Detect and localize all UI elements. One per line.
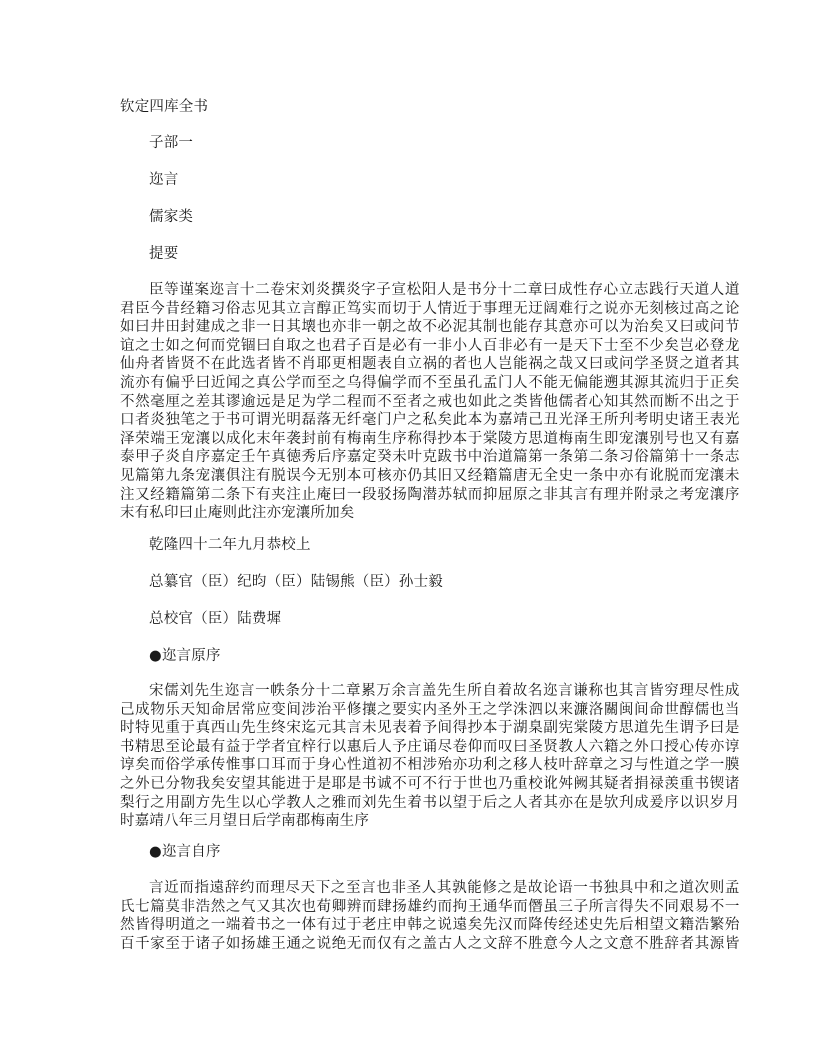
- text-line: 仙舟者皆贤不在此选者皆不肖耶更相题表自立祸的者也人岂能祸之哉又曰或问学圣贤之道者其: [120, 356, 740, 373]
- text-line: 见篇第九条宠瀼俱注有脱误今无别本可核亦仍其旧又经籍篇唐无全史一条中亦有讹脱而宠瀼未: [120, 467, 740, 484]
- author-preface-paragraph: [120, 879, 740, 953]
- category-label: 儒家类: [149, 209, 194, 225]
- text-line: 然皆得明道之一端着书之一体有过于老庄申韩之说遠矣先汉而降传经述史先后相望文籍浩繁殆: [120, 917, 740, 934]
- text-line: 末有私印曰止庵则此注亦宠瀼所加矣: [120, 505, 355, 522]
- author-preface-heading: ●迩言自序: [149, 844, 221, 860]
- text-line: 口者炎独笔之于书可谓光明磊落无纤毫门户之私矣此本为嘉靖己丑光泽王所刋考明史诸王表光: [120, 412, 740, 429]
- text-line: 泽荣端王宠瀼以成化末年袭封前有梅南生序称得抄本于棠陵方思道梅南生即宠瀼别号也又有嘉: [120, 430, 740, 447]
- proofreader-line: 总校官（臣）陆费墀: [149, 611, 282, 627]
- text-line: 言近而指遠辞约而理尽天下之至言也非圣人其孰能修之是故论语一书独具中和之道次则孟: [149, 880, 741, 896]
- compilers-line: 总纂官（臣）纪昀（臣）陆锡熊（臣）孙士毅: [149, 574, 443, 590]
- section-label: 子部一: [149, 135, 194, 151]
- text-line: 不然毫厘之差其谬逾远是足为学二程而不至者之戒也如此之类皆他儒者心知其然而断不出之于: [120, 393, 740, 410]
- book-title: 迩言: [149, 172, 179, 188]
- text-line: 谆矣而俗学承传惟事口耳而于身心性道初不相涉殆亦功利之移人枝叶辞章之习与性道之学一膜: [120, 757, 740, 774]
- original-preface-heading: ●迩言原序: [149, 648, 221, 664]
- text-line: 时嘉靖八年三月望日后学南郡梅南生序: [120, 813, 370, 830]
- original-preface-paragraph: [120, 682, 740, 831]
- text-line: 己成物乐天知命居常应变间涉治平修攘之要实内圣外王之学洙泗以来濂洛關闽间命世醇儒也当: [120, 701, 740, 718]
- text-line: 君臣今昔经籍习俗志见其立言醇正笃实而切于人情近于事理无迂阔难行之说亦无刻核过高之论: [120, 300, 740, 317]
- text-line: 百千家至于诸子如扬雄王通之说绝无而仅有之盖古人之文辞不胜意今人之文意不胜辞者其源皆: [120, 935, 740, 952]
- text-line: 书精思至论最有益于学者宜梓行以惠后人予庄诵尽卷仰而叹曰圣贤教人六籍之外口授心传亦谆: [120, 738, 740, 755]
- text-line: 之外已分物我矣安望其能进于是耶是书诚不可不行于世也乃重校讹舛阙其疑者捐禄羡重书锲诸: [120, 775, 740, 792]
- text-line: 泰甲子炎自序嘉定壬午真徳秀后序嘉定癸未叶克跋书中治道篇第一条第二条习俗篇第十一条志: [120, 449, 740, 466]
- text-line: 氏七篇莫非浩然之气又其次也荀卿辨而肆扬雄约而拘王通华而僭虽三子所言得失不同艰易不一: [120, 898, 740, 915]
- collection-title: 钦定四库全书: [120, 99, 209, 115]
- text-line: 如曰井田封建成之非一日其壊也亦非一朝之故不必泥其制也能存其意亦可以为治矣又曰或问节: [120, 319, 740, 336]
- abstract-paragraph: [120, 281, 740, 523]
- text-line: 宋儒刘先生迩言一帙条分十二章累万余言盖先生所自着故名迩言谦称也其言皆穷理尽性成: [149, 683, 741, 699]
- text-line: 谊之士如之何而党锢曰自取之也君子百是必有一非小人百非必有一是天下士至不少矣岂必登龙: [120, 337, 740, 354]
- text-line: 梨行之用副方先生以心学教人之雅而刘先生着书以望于后之人者其亦在是欤刋成爰序以识岁月: [120, 794, 740, 811]
- text-line: 注又经籍篇第二条下有夹注止庵曰一段驳扬陶潜苏轼而抑屈原之非其言有理并附录之考宠瀼序: [120, 486, 740, 503]
- text-line: 臣等谨案迩言十二卷宋刘炎撰炎字子宣松阳人是书分十二章曰成性存心立志践行天道人道: [149, 282, 741, 298]
- text-line: 流亦有偏乎曰近闻之真公学而至之乌得偏学而不至虽孔孟门人不能无偏能遡其源其流归于正矣: [120, 374, 740, 391]
- text-line: 时特见重于真西山先生终宋迄元其言未见表着予间得抄本于湖臬副宪棠陵方思道先生谓予曰是: [120, 720, 740, 737]
- abstract-heading: 提要: [149, 246, 179, 262]
- date-line: 乾隆四十二年九月恭校上: [149, 537, 311, 553]
